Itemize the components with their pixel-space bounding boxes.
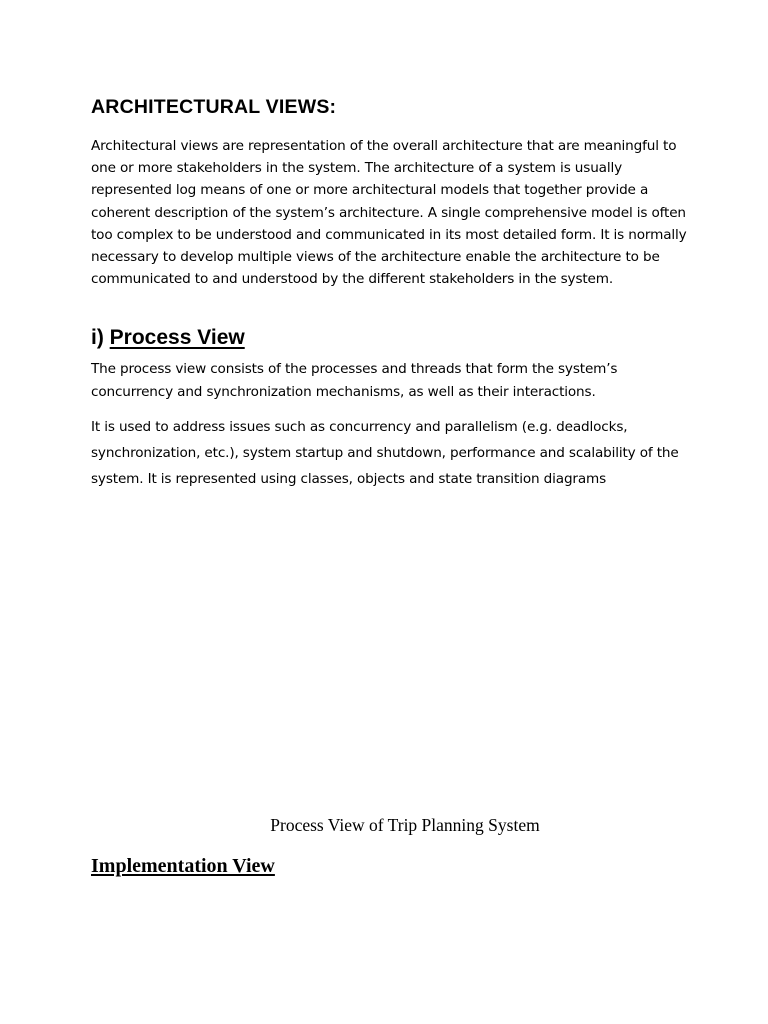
section-number: i) xyxy=(91,326,104,349)
intro-paragraph: Architectural views are representation of the overall architecture that are meaningful to one or more stakeholders in the system. The architecture of a system is usually represented log means of one or more architectural models that together provide a coherent description of the system’s architecture. A single comprehensive model is often too complex to be understood and communicated in its most detailed form. It is normally necessary to develop multiple views of the architecture enable the architecture to be communicated to and understood by the different stakeholders in the system. xyxy=(91,138,687,288)
figure-caption: Process View of Trip Planning System xyxy=(270,815,540,835)
process-view-heading xyxy=(91,326,245,350)
process-view-paragraph-2: It is used to address issues such as concurrency and parallelism (e.g. deadlocks, synchronization, etc.), system startup and shutdown, performance and scalability of the system. It is represented using classes, objects and state transition diagrams xyxy=(91,419,679,487)
process-view-title: Process View xyxy=(109,326,245,349)
implementation-view-heading: Implementation View xyxy=(91,855,275,877)
process-view-paragraph-1: The process view consists of the processes and threads that form the system’s concurrency and synchronization mechanisms, as well as their interactions. xyxy=(91,361,618,400)
page-title: ARCHITECTURAL VIEWS: xyxy=(91,96,337,118)
